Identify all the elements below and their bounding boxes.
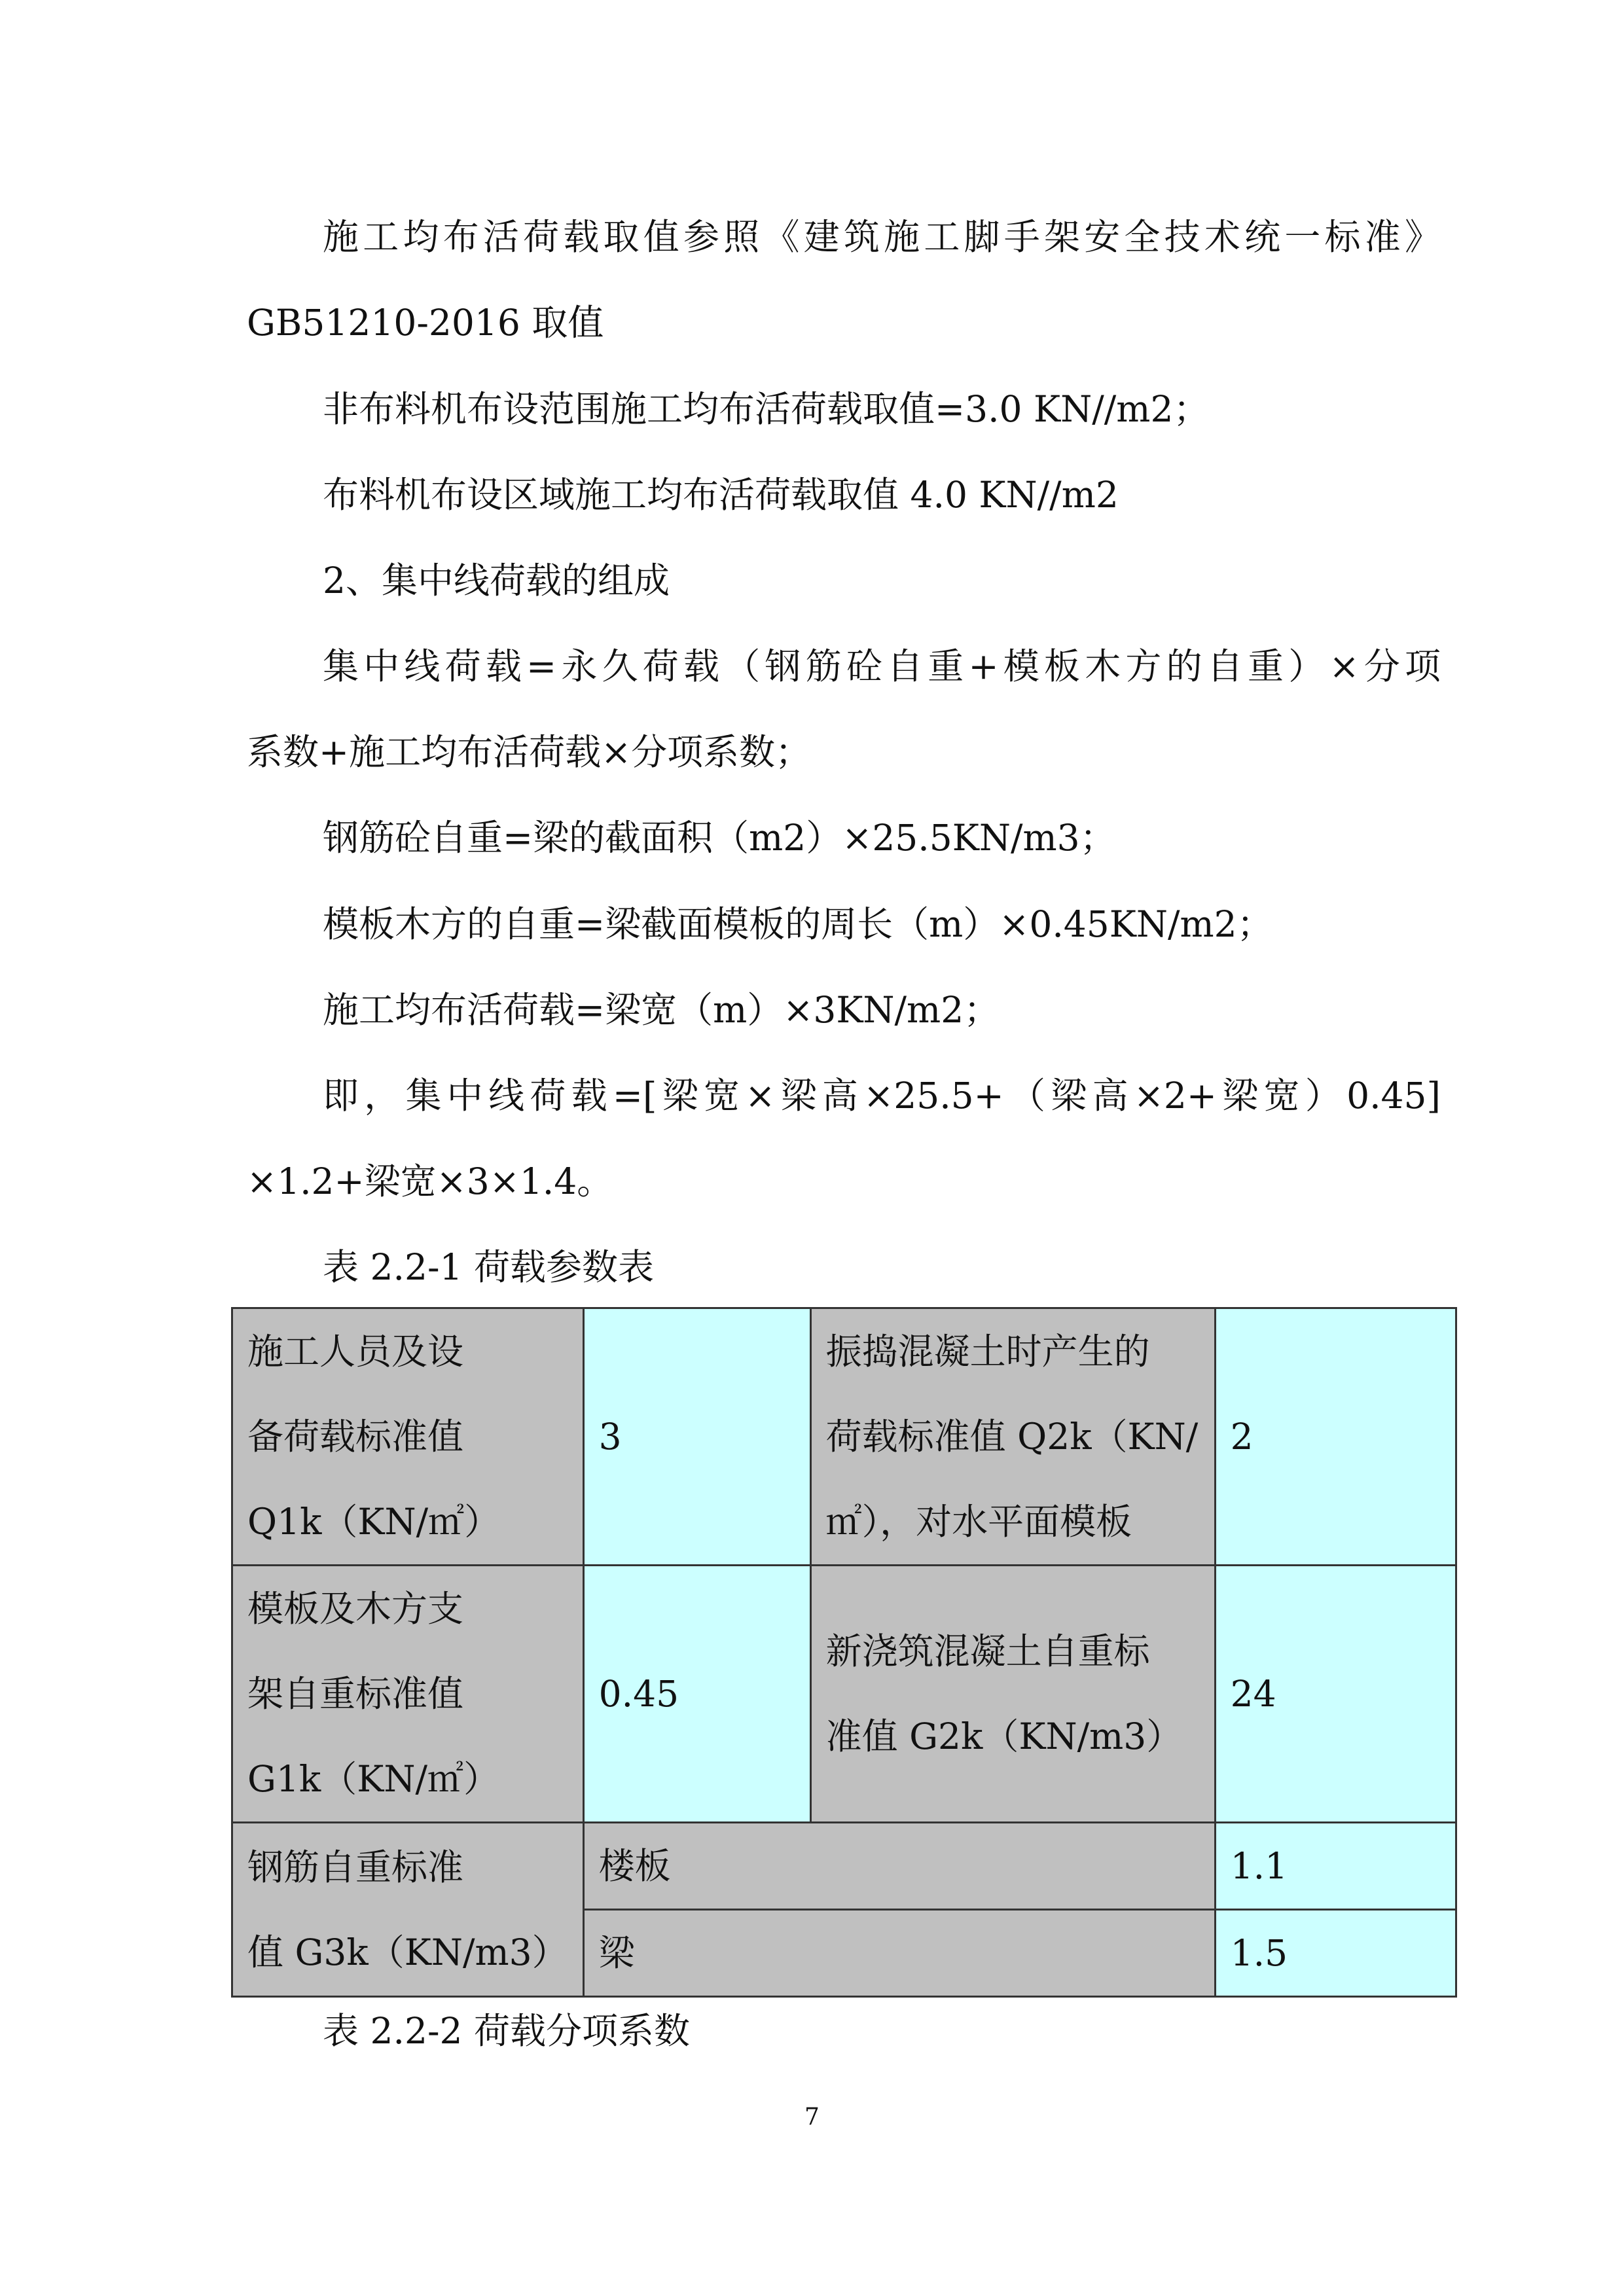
table-cell-value: 2: [1215, 1308, 1456, 1566]
table-cell-label: 施工人员及设 备荷载标准值 Q1k（KN/㎡）: [232, 1308, 584, 1566]
table-cell-label: 振捣混凝土时产生的 荷载标准值 Q2k（KN/ ㎡），对水平面模板: [810, 1308, 1215, 1566]
table-cell-value: 3: [583, 1308, 810, 1566]
section-heading: 2、集中线荷载的组成: [323, 560, 670, 601]
paragraph-line: 集中线荷载=永久荷载（钢筋砼自重+模板木方的自重）×分项: [323, 645, 1441, 687]
table-cell-label: 新浇筑混凝土自重标 准值 G2k（KN/m3）: [810, 1566, 1215, 1823]
table-cell-value: 24: [1215, 1566, 1456, 1823]
paragraph: 模板木方的自重=梁截面模板的周长（m）×0.45KN/m2；: [323, 903, 1273, 945]
paragraph-line: GB51210-2016 取值: [247, 302, 604, 344]
table-row: [232, 1308, 1456, 1566]
table-cell-subitem: 楼板: [583, 1823, 1215, 1910]
table-row: [232, 1823, 1456, 1910]
paragraph-line: 即，集中线荷载=[梁宽×梁高×25.5+（梁高×2+梁宽）0.45]: [323, 1075, 1441, 1117]
table-cell-label: 钢筋自重标准 值 G3k（KN/m3）: [232, 1823, 584, 1997]
paragraph-line: ×1.2+梁宽×3×1.4。: [247, 1160, 613, 1202]
table-cell-value: 1.1: [1215, 1823, 1456, 1910]
table-cell-label: 模板及木方支 架自重标准值 G1k（KN/㎡）: [232, 1566, 584, 1823]
table-cell-value: 1.5: [1215, 1910, 1456, 1997]
page-number: 7: [804, 2104, 820, 2130]
table-caption: 表 2.2-2 荷载分项系数: [323, 2010, 691, 2052]
paragraph-line: 系数+施工均布活荷载×分项系数；: [247, 731, 812, 773]
table-cell-subitem: 梁: [583, 1910, 1215, 1997]
paragraph: 非布料机布设范围施工均布活荷载取值=3.0 KN//m2；: [323, 388, 1210, 430]
paragraph: 钢筋砼自重=梁的截面积（m2）×25.5KN/m3；: [323, 817, 1116, 859]
load-parameter-table: [231, 1307, 1457, 1998]
table-caption: 表 2.2-1 荷载参数表: [323, 1246, 655, 1288]
table-cell-value: 0.45: [583, 1566, 810, 1823]
paragraph-line: 施工均布活荷载取值参照《建筑施工脚手架安全技术统一标准》: [323, 216, 1441, 258]
paragraph: 施工均布活荷载=梁宽（m）×3KN/m2；: [323, 989, 1000, 1031]
paragraph: 布料机布设区域施工均布活荷载取值 4.0 KN//m2: [323, 474, 1119, 516]
table-row: [232, 1566, 1456, 1823]
